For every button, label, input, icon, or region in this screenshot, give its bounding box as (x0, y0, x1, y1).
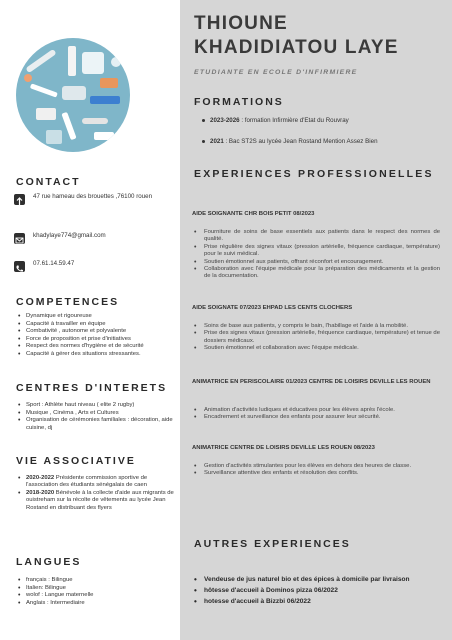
competences-title: COMPETENCES (16, 296, 120, 308)
list-item: • Respect des normes d'hygiène et de sécurité (18, 343, 178, 351)
experiences-title: EXPERIENCES PROFESSIONELLES (194, 168, 434, 180)
job-details (192, 323, 440, 353)
langues-list (18, 577, 178, 607)
list-item: • hôtesse d'accueil à Dominos pizza 06/2022 (192, 585, 448, 596)
assoc-text: Bénévole à la collecte d'aide aux migrants de ouistreham sur la récolte de vêtements au lycée Jean Rostand en distribuant des flyers (26, 489, 174, 511)
formations-title: FORMATIONS (194, 96, 284, 108)
location-icon (14, 194, 25, 205)
associative-title: VIE ASSOCIATIVE (16, 455, 136, 467)
list-item: • Capacité à gérer des situations stressantes. (18, 351, 178, 359)
list-item: • hotesse d'accueil à Bizzbi 06/2022 (192, 596, 448, 607)
address-text: 47 rue hameau des brouettes ,76100 rouen (33, 193, 153, 200)
list-item: • Collaboration avec l'équipe médicale pour la préparation des médicaments et la gestion de la documentation. (192, 266, 440, 281)
formation-text: : formation Infirmière d'Etat du Rouvray (239, 117, 349, 124)
list-item: • Gestion d'activités stimulantes pour les élèves en dehors des heures de classe. (192, 463, 440, 470)
contact-address (14, 193, 174, 205)
list-item (18, 475, 174, 490)
job-title: AIDE SOIGNATE 07/2023 EHPAD LES CENTS CLOCHERS (192, 305, 353, 311)
list-item: • Force de proposition et prise d'initiatives (18, 336, 178, 344)
list-item: • Prise des signes vitaux (pression artérielle, fréquence cardiaque, température) et tenue de dossiers médicaux. (192, 330, 440, 345)
formation-year: 2021 (210, 138, 224, 145)
email-text[interactable]: khadylaye774@gmail.com (33, 232, 106, 239)
interets-title: CENTRES D'INTERETS (16, 382, 168, 394)
profile-photo (16, 38, 130, 152)
formation-item (202, 138, 378, 145)
full-name (194, 12, 446, 60)
formation-text: : Bac ST2S au lycée Jean Rostand Mention Assez Bien (223, 138, 378, 145)
job-details (192, 229, 440, 281)
competences-list (18, 313, 178, 359)
list-item: • Soutien émotionnel et collaboration avec l'équipe médicale. (192, 345, 440, 352)
list-item: • Fourniture de soins de base essentiels aux patients dans le respect des normes de qualité. (192, 229, 440, 244)
associative-list (18, 475, 174, 512)
langues-title: LANGUES (16, 556, 82, 568)
contact-phone[interactable] (14, 260, 174, 272)
job-title: AIDE SOIGNANTE CHR BOIS PETIT 08/2023 (192, 211, 315, 217)
list-item: • Surveillance attentive des enfants et résolution des conflits. (192, 470, 440, 477)
list-item: • Sport : Athlète haut niveau ( elite 2 rugby) (18, 402, 178, 410)
job-title: ANIMATRICE EN PERISCOLAIRE 01/2023 CENTRE DE LOISIRS DEVILLE LES ROUEN (192, 379, 431, 385)
interets-list (18, 402, 178, 432)
list-item: • Animation d'activités ludiques et éducatives pour les élèves après l'école. (192, 407, 440, 414)
formation-item (202, 117, 349, 124)
phone-icon (14, 261, 25, 272)
list-item: • Musique , Cinéma , Arts et Cultures (18, 410, 178, 418)
contact-title: CONTACT (16, 176, 81, 188)
list-item: • français : Bilingue (18, 577, 178, 585)
assoc-year: 2018-2020 (26, 489, 55, 496)
contact-email[interactable] (14, 232, 174, 244)
job-subtitle: ETUDIANTE EN ECOLE D'INFIRMIERE (194, 69, 358, 76)
list-item: • Dynamique et rigoureuse (18, 313, 178, 321)
name-line-2: KHADIDIATOU LAYE (194, 37, 399, 58)
list-item: • Anglais : Intermediaire (18, 600, 178, 608)
name-line-1: THIOUNE (194, 13, 288, 34)
assoc-year: 2020-2022 (26, 475, 55, 481)
bullet-icon (202, 140, 205, 143)
autres-list (192, 574, 448, 607)
assoc-text: Présidente commission sportive de l'association des étudiants sénégalais de caen (26, 475, 148, 489)
list-item: • Soins de base aux patients, y compris le bain, l'habillage et l'aide à la mobilité. (192, 323, 440, 330)
list-item: • Combativité , autonome et polyvalente (18, 328, 178, 336)
list-item: • Capacité à travailler en équipe (18, 321, 178, 329)
job-details (192, 463, 440, 478)
list-item: • Vendeuse de jus naturel bio et des épices à domicile par livraison (192, 574, 448, 585)
job-details (192, 407, 440, 422)
autres-title: AUTRES EXPERIENCES (194, 538, 351, 550)
list-item: • Organisation de cérémonies familiales : décoration, aide cuisine, dj (18, 417, 178, 432)
formation-year: 2023-2026 (210, 117, 240, 124)
list-item: • Italien: Bilingue (18, 585, 178, 593)
job-title: ANIMATRICE CENTRE DE LOISIRS DEVILLE LES ROUEN 08/2023 (192, 445, 375, 451)
list-item: • Soutien émotionnel aux patients, offrant réconfort et encouragement. (192, 259, 440, 266)
phone-text[interactable]: 07.61.14.59.47 (33, 260, 75, 267)
list-item (18, 490, 174, 512)
email-icon (14, 233, 25, 244)
list-item: • Encadrement et surveillance des enfants pour assurer leur sécurité. (192, 414, 440, 421)
list-item: • wolof : Langue maternelle (18, 592, 178, 600)
bullet-icon (202, 119, 205, 122)
list-item: • Prise régulière des signes vitaux (pression artérielle, fréquence cardiaque, température) pour le suivi médical. (192, 244, 440, 259)
